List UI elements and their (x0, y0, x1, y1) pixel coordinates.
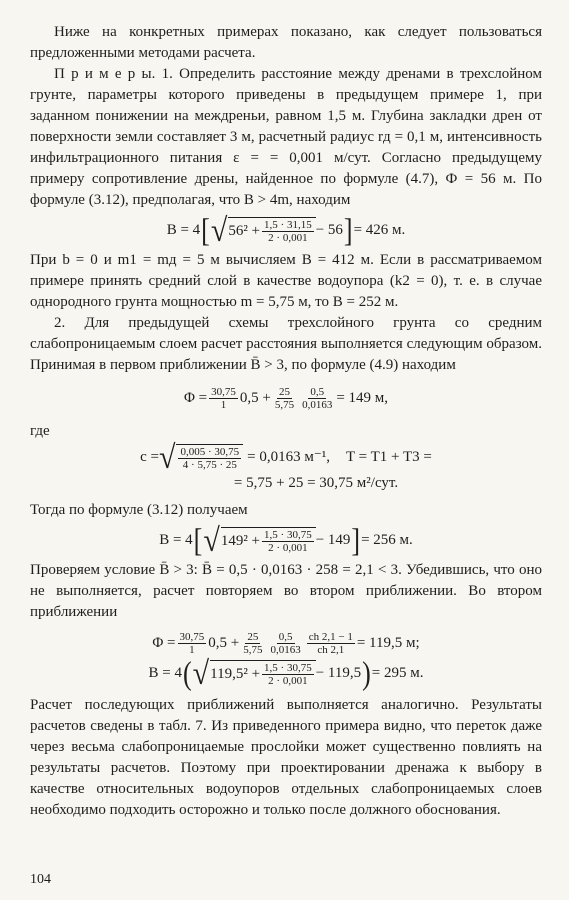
formula-1-left: B = 4 (166, 222, 201, 238)
formula-4: B = 4 [ √ 149² + $\frac{1,5 \cdot 30,75}{2 \cdot 0,001}$ − 149 ] = 256 м. (159, 522, 413, 559)
intro-paragraph: Ниже на конкретных примерах показано, как следует пользоваться предложенными методами расчета. (30, 24, 542, 61)
formula-6: B = 4 ( √ 119,5² + $\frac{1,5 \cdot 30,75}{2 \cdot 0,001}$ − 119,5 ) = 295 м. (148, 655, 424, 692)
formula-5: Φ = $\frac{30,75}{1}$ 0,5 + $\frac{25}{5,75}$ $\frac{0,5}{0,0163}$ $\frac{ch 2,1 - 1}{ch 2,1}$ = 119,5 м; (152, 631, 420, 656)
formula-3-continued: = 5,75 + 25 = 30,75 м²/сут. (233, 475, 399, 491)
formula-3: c = √ $\frac{0,005 \cdot 30,75}{4 \cdot 5,75 \cdot 25}$ = 0,0163 м⁻¹, T = T1 + T3 = (140, 439, 432, 476)
formula-1-radicand: 56² + (228, 223, 261, 239)
formula-1-result: = 426 м. (353, 222, 406, 238)
where-label: где (30, 423, 50, 439)
formula-2: Φ = $\frac{30,75}{1}$ 0,5 + $\frac{25}{5,75}$ $\frac{0,5}{0,0163}$ = 149 м, (183, 386, 389, 411)
then-paragraph: Тогда по формуле (3.12) получаем (30, 502, 248, 518)
formula-1: B = 4 [ √ 56² + $\frac{1,5 \cdot 31,15}{2 \cdot 0,001}$ − 56 ] = 426 м. (166, 212, 406, 249)
paragraph-3: Проверяем условие B̄ > 3: B̄ = 0,5 · 0,0163 · 258 = 2,1 < 3. Убедившись, что оно не выполняется, расчет повторяем во втором приближении. Во втором приближении (30, 562, 542, 620)
paragraph-4: Расчет последующих приближений выполняется аналогично. Результаты расчетов сведены в табл. 7. Из приведенного примера видно, что переток даже через весьма слабопроницаемые прослойки может существенно повлиять на результаты расчетов. Поэтому при проектировании дренажа к выбору в качестве относительных водоупоров отдельных слабопроницаемых слоев необходимо подходить осторожно и только после должного обоснования. (30, 697, 542, 818)
page-number: 104 (30, 872, 51, 887)
example-2-paragraph: 2. Для предыдущей схемы трехслойного грунта со средним слабопроницаемым слоем расчет расстояния выполняется следующим образом. Принимая в первом приближении B̄ > 3, по формуле (4.9) находим (30, 315, 542, 373)
paragraph-2: При b = 0 и m1 = mд = 5 м вычисляем B = 412 м. Если в рассматриваемом примере принять средний слой в качестве водоупора (k2 = 0), т. е. в случае однородного грунта мощностью m = 5,75 м, то B = 252 м. (30, 252, 542, 310)
page-body (30, 22, 542, 821)
example-1-paragraph: П р и м е р ы. 1. Определить расстояние между дренами в трехслойном грунте, параметры которого приведены в предыдущем примере 1, при заданном понижении на междреньи, равном 1,5 м. Глубина закладки дрен от поверхности земли составляет 3 м, расчетный радиус rд = 0,1 м, интенсивность инфильтрационного питания ε = = 0,001 м/сут. Согласно предыдущему примеру сопротивление дрены, найденное по формуле (4.7), Ф = 56 м. По формуле (3.12), предполагая, что B > 4m, находим (30, 66, 542, 208)
